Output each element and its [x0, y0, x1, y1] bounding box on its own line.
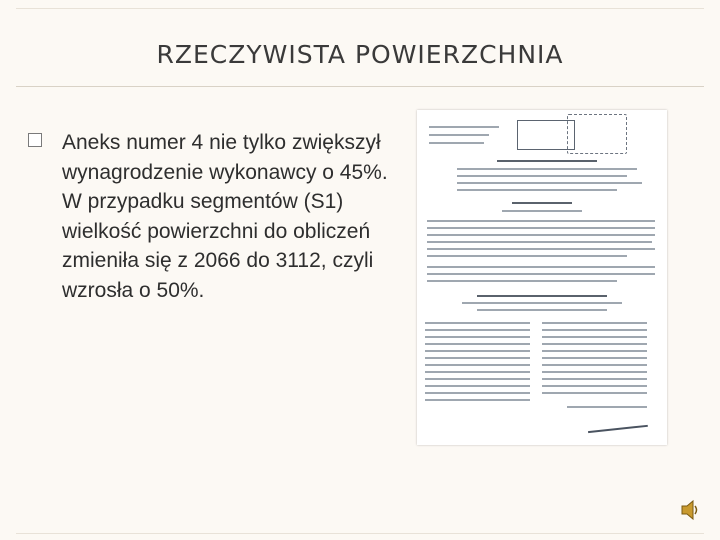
bullet-item	[28, 128, 408, 305]
scanned-document-image	[417, 110, 667, 445]
checkbox-bullet-icon	[28, 133, 42, 147]
document-signature	[586, 407, 648, 433]
document-stamp	[567, 114, 627, 154]
speaker-icon[interactable]	[680, 498, 700, 522]
bullet-text: Aneks numer 4 nie tylko zwiększył wynagrodzenie wykonawcy o 45%. W przypadku segmentów (S1) wielkość powierzchni do obliczeń zmieniła się z 2066 do 3112, czyli wzrosła o 50%.	[62, 131, 388, 302]
slide-title: RZECZYWISTA POWIERZCHNIA	[156, 40, 564, 69]
title-divider	[16, 86, 704, 87]
top-divider	[16, 8, 704, 9]
bottom-divider	[16, 533, 704, 534]
